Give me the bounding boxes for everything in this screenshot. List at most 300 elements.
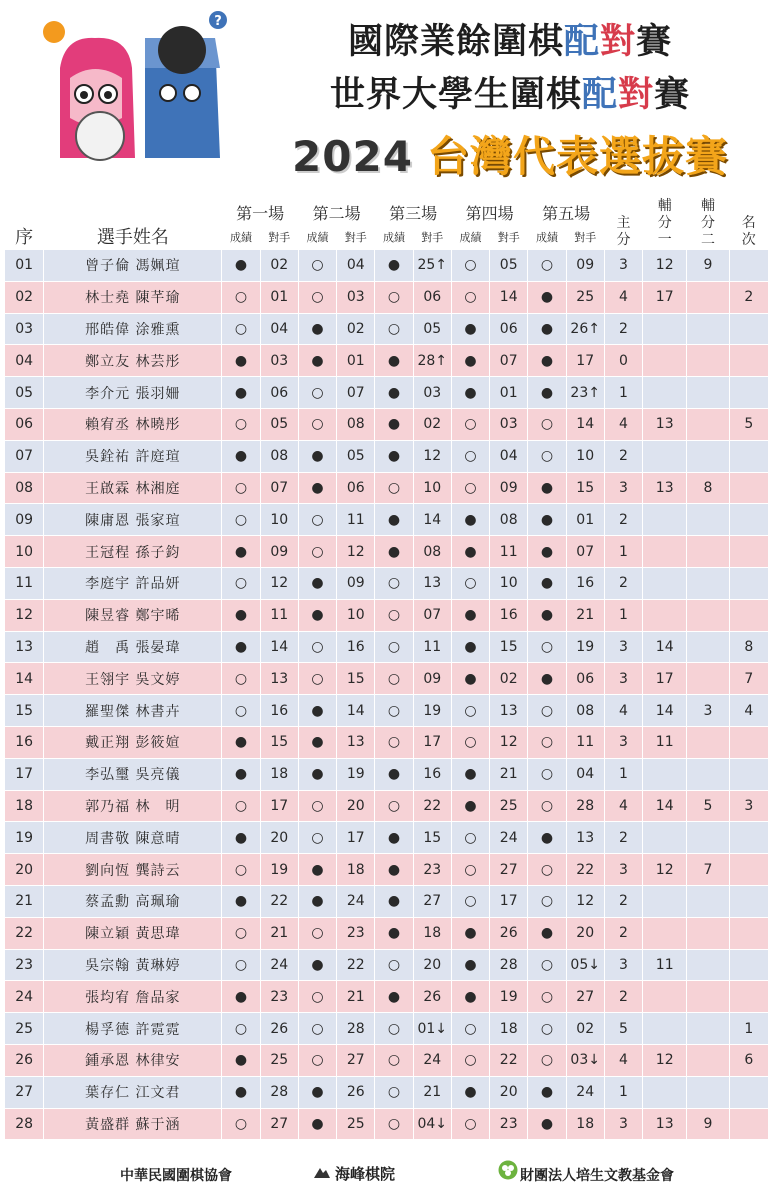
round-5-result: ○ <box>528 441 565 472</box>
round-2-opponent: 18 <box>337 854 374 885</box>
round-4-result: ● <box>452 600 489 631</box>
go-mascots-logo <box>40 8 240 163</box>
aux-score-1 <box>643 314 686 345</box>
player-names: 羅聖傑 林書卉 <box>44 695 221 726</box>
round-5-opponent: 19 <box>567 632 604 663</box>
round-4-opponent: 26 <box>490 918 527 949</box>
aux-score-2 <box>687 1077 728 1108</box>
player-seq: 21 <box>5 886 43 917</box>
player-names: 王冠程 孫子鈞 <box>44 536 221 567</box>
round-5-result: ● <box>528 1109 565 1140</box>
main-score: 2 <box>605 441 642 472</box>
round-2-result: ○ <box>299 1013 336 1044</box>
round-5-result: ○ <box>528 854 565 885</box>
main-score: 3 <box>605 632 642 663</box>
table-row <box>5 727 768 758</box>
aux-score-1: 13 <box>643 409 686 440</box>
aux-score-1 <box>643 536 686 567</box>
round-4-result: ○ <box>452 1109 489 1140</box>
round-5-result: ○ <box>528 1013 565 1044</box>
round-4-opponent: 10 <box>490 568 527 599</box>
round-1-opponent: 18 <box>261 759 298 790</box>
round-3-opponent: 27 <box>414 886 451 917</box>
aux-score-1 <box>643 886 686 917</box>
aux-score-1 <box>643 600 686 631</box>
round-1-opponent: 27 <box>261 1109 298 1140</box>
round-1-opponent: 02 <box>261 250 298 281</box>
round-4-result: ○ <box>452 250 489 281</box>
round-1-opponent: 01 <box>261 282 298 313</box>
main-score: 2 <box>605 504 642 535</box>
title-line-1 <box>250 14 770 64</box>
player-seq: 14 <box>5 663 43 694</box>
round-2-result: ● <box>299 950 336 981</box>
rank <box>730 981 768 1012</box>
round-2-opponent: 08 <box>337 409 374 440</box>
player-seq: 17 <box>5 759 43 790</box>
round-3-opponent: 22 <box>414 791 451 822</box>
main-score: 0 <box>605 345 642 376</box>
rank: 8 <box>730 632 768 663</box>
round-5-opponent: 22 <box>567 854 604 885</box>
main-score: 1 <box>605 600 642 631</box>
player-names: 李庭宇 許品妍 <box>44 568 221 599</box>
aux-score-2 <box>687 282 728 313</box>
round-3-result: ○ <box>375 727 412 758</box>
round-2-opponent: 11 <box>337 504 374 535</box>
player-seq: 02 <box>5 282 43 313</box>
round-4-opponent: 27 <box>490 854 527 885</box>
round-2-result: ○ <box>299 791 336 822</box>
table-row <box>5 345 768 376</box>
table-row <box>5 473 768 504</box>
round-1-opponent: 17 <box>261 791 298 822</box>
round-5-result: ● <box>528 473 565 504</box>
round-2-opponent: 27 <box>337 1045 374 1076</box>
round-1-result: ○ <box>222 791 259 822</box>
rank: 3 <box>730 791 768 822</box>
player-seq: 07 <box>5 441 43 472</box>
table-row <box>5 1077 768 1108</box>
round-1-opponent: 21 <box>261 918 298 949</box>
round-5-result: ● <box>528 314 565 345</box>
rank <box>730 1077 768 1108</box>
main-score: 3 <box>605 473 642 504</box>
round-1-result: ○ <box>222 282 259 313</box>
round-4-opponent: 03 <box>490 409 527 440</box>
player-names: 蔡孟勳 高珮瑜 <box>44 886 221 917</box>
aux-score-2: 9 <box>687 250 728 281</box>
aux-score-1 <box>643 377 686 408</box>
title-line-1-part-c: 對 <box>600 22 637 62</box>
table-row <box>5 1013 768 1044</box>
rank: 5 <box>730 409 768 440</box>
round-3-opponent: 02 <box>414 409 451 440</box>
table-row <box>5 1045 768 1076</box>
round-2-result: ○ <box>299 1045 336 1076</box>
round-3-result: ○ <box>375 791 412 822</box>
round-1-result: ○ <box>222 314 259 345</box>
round-1-opponent: 14 <box>261 632 298 663</box>
round-3-opponent: 25↑ <box>414 250 451 281</box>
round-3-result: ○ <box>375 950 412 981</box>
rank <box>730 727 768 758</box>
round-1-opponent: 15 <box>261 727 298 758</box>
table-row <box>5 250 768 281</box>
round-2-result: ● <box>299 695 336 726</box>
round-4-result: ● <box>452 536 489 567</box>
round-5-result: ○ <box>528 632 565 663</box>
results-table <box>4 192 769 1140</box>
round-5-result: ● <box>528 345 565 376</box>
main-score: 2 <box>605 918 642 949</box>
rank <box>730 345 768 376</box>
round-4-opponent: 18 <box>490 1013 527 1044</box>
footer-org-3: 財團法人培生文教基金會 <box>520 1168 674 1184</box>
round-3-result: ● <box>375 377 412 408</box>
round-2-opponent: 15 <box>337 663 374 694</box>
round-1-result: ● <box>222 441 259 472</box>
aux-score-2: 7 <box>687 854 728 885</box>
round-4-result: ○ <box>452 886 489 917</box>
round-5-opponent: 13 <box>567 822 604 853</box>
round-1-opponent: 23 <box>261 981 298 1012</box>
round-3-result: ○ <box>375 1077 412 1108</box>
round-1-result: ○ <box>222 854 259 885</box>
round-2-result: ● <box>299 854 336 885</box>
round-4-result: ● <box>452 981 489 1012</box>
aux-score-1: 17 <box>643 282 686 313</box>
table-row <box>5 981 768 1012</box>
round-4-opponent: 12 <box>490 727 527 758</box>
player-names: 陳立穎 黃思瑋 <box>44 918 221 949</box>
round-1-result: ● <box>222 1045 259 1076</box>
round-4-result: ● <box>452 918 489 949</box>
round-2-opponent: 05 <box>337 441 374 472</box>
player-seq: 12 <box>5 600 43 631</box>
round-4-result: ● <box>452 345 489 376</box>
round-3-result: ○ <box>375 600 412 631</box>
round-4-opponent: 17 <box>490 886 527 917</box>
round-2-opponent: 04 <box>337 250 374 281</box>
round-3-opponent: 17 <box>414 727 451 758</box>
round-3-result: ● <box>375 409 412 440</box>
round-3-opponent: 09 <box>414 663 451 694</box>
player-names: 林士堯 陳芊瑜 <box>44 282 221 313</box>
round-5-opponent: 27 <box>567 981 604 1012</box>
round-4-result: ● <box>452 504 489 535</box>
round-2-result: ● <box>299 600 336 631</box>
round-5-result: ○ <box>528 981 565 1012</box>
round-5-opponent: 04 <box>567 759 604 790</box>
title-line-1-part-b: 配 <box>563 22 600 62</box>
footer-org-1: 中華民國圍棋協會 <box>120 1168 232 1184</box>
round-2-result: ○ <box>299 663 336 694</box>
player-seq: 04 <box>5 345 43 376</box>
round-1-opponent: 08 <box>261 441 298 472</box>
rank: 4 <box>730 695 768 726</box>
aux-score-2 <box>687 409 728 440</box>
round-3-result: ○ <box>375 1013 412 1044</box>
round-1-result: ● <box>222 377 259 408</box>
round-3-result: ● <box>375 918 412 949</box>
round-1-opponent: 12 <box>261 568 298 599</box>
round-3-result: ● <box>375 886 412 917</box>
round-4-result: ○ <box>452 441 489 472</box>
player-names: 戴正翔 彭筱媗 <box>44 727 221 758</box>
round-1-opponent: 22 <box>261 886 298 917</box>
round-4-opponent: 24 <box>490 822 527 853</box>
round-4-result: ○ <box>452 695 489 726</box>
rank <box>730 886 768 917</box>
round-3-result: ○ <box>375 632 412 663</box>
round-5-result: ○ <box>528 886 565 917</box>
aux-score-1: 17 <box>643 663 686 694</box>
player-seq: 25 <box>5 1013 43 1044</box>
player-seq: 27 <box>5 1077 43 1108</box>
round-4-result: ● <box>452 663 489 694</box>
table-row <box>5 822 768 853</box>
main-score: 4 <box>605 409 642 440</box>
round-5-opponent: 10 <box>567 441 604 472</box>
header-round-5: 第五場 <box>528 193 603 224</box>
round-5-result: ● <box>528 568 565 599</box>
player-names: 楊孚德 許霓霓 <box>44 1013 221 1044</box>
player-names: 郭乃福 林 明 <box>44 791 221 822</box>
round-1-opponent: 04 <box>261 314 298 345</box>
round-5-opponent: 23↑ <box>567 377 604 408</box>
aux-score-2 <box>687 727 728 758</box>
main-score: 4 <box>605 791 642 822</box>
player-names: 曾子倫 馮姵瑄 <box>44 250 221 281</box>
round-1-result: ○ <box>222 695 259 726</box>
header-aux-1-label: 輔分一 <box>657 198 672 248</box>
aux-score-1: 11 <box>643 727 686 758</box>
round-3-opponent: 18 <box>414 918 451 949</box>
round-5-opponent: 26↑ <box>567 314 604 345</box>
round-3-result: ● <box>375 345 412 376</box>
rank <box>730 441 768 472</box>
player-names: 李介元 張羽姍 <box>44 377 221 408</box>
main-score: 3 <box>605 854 642 885</box>
round-3-result: ● <box>375 822 412 853</box>
round-2-result: ○ <box>299 282 336 313</box>
round-3-result: ● <box>375 504 412 535</box>
round-2-result: ○ <box>299 377 336 408</box>
round-4-result: ○ <box>452 473 489 504</box>
aux-score-1 <box>643 1013 686 1044</box>
round-4-opponent: 02 <box>490 663 527 694</box>
round-2-opponent: 02 <box>337 314 374 345</box>
rank <box>730 504 768 535</box>
round-3-opponent: 26 <box>414 981 451 1012</box>
round-5-opponent: 17 <box>567 345 604 376</box>
round-3-opponent: 24 <box>414 1045 451 1076</box>
aux-score-2 <box>687 377 728 408</box>
round-2-opponent: 25 <box>337 1109 374 1140</box>
round-2-result: ● <box>299 1077 336 1108</box>
header-round-2: 第二場 <box>299 193 374 224</box>
round-5-opponent: 24 <box>567 1077 604 1108</box>
round-2-result: ○ <box>299 536 336 567</box>
round-4-opponent: 14 <box>490 282 527 313</box>
player-seq: 13 <box>5 632 43 663</box>
round-5-result: ● <box>528 600 565 631</box>
table-row <box>5 854 768 885</box>
table-row <box>5 1109 768 1140</box>
round-5-result: ○ <box>528 250 565 281</box>
round-5-opponent: 09 <box>567 250 604 281</box>
round-5-opponent: 14 <box>567 409 604 440</box>
main-score: 5 <box>605 1013 642 1044</box>
round-4-result: ● <box>452 377 489 408</box>
round-5-opponent: 02 <box>567 1013 604 1044</box>
footer-org-2: 海峰棋院 <box>335 1165 396 1183</box>
round-1-result: ○ <box>222 568 259 599</box>
round-5-result: ○ <box>528 727 565 758</box>
round-4-opponent: 06 <box>490 314 527 345</box>
rank <box>730 568 768 599</box>
title-year: 2024 <box>292 132 413 181</box>
table-row <box>5 950 768 981</box>
round-5-result: ● <box>528 282 565 313</box>
round-3-result: ○ <box>375 314 412 345</box>
round-5-result: ○ <box>528 759 565 790</box>
aux-score-1 <box>643 981 686 1012</box>
table-row <box>5 600 768 631</box>
main-score: 2 <box>605 981 642 1012</box>
round-5-opponent: 12 <box>567 886 604 917</box>
table-row <box>5 918 768 949</box>
round-1-opponent: 11 <box>261 600 298 631</box>
round-5-opponent: 16 <box>567 568 604 599</box>
aux-score-2 <box>687 886 728 917</box>
round-3-result: ○ <box>375 663 412 694</box>
round-4-result: ● <box>452 632 489 663</box>
round-3-result: ● <box>375 250 412 281</box>
round-4-result: ○ <box>452 854 489 885</box>
title-subtitle: 台灣代表選拔賽 <box>426 132 728 181</box>
round-4-opponent: 07 <box>490 345 527 376</box>
round-3-opponent: 19 <box>414 695 451 726</box>
header-round-4: 第四場 <box>452 193 527 224</box>
round-2-result: ● <box>299 759 336 790</box>
player-seq: 16 <box>5 727 43 758</box>
aux-score-2 <box>687 1013 728 1044</box>
round-5-opponent: 07 <box>567 536 604 567</box>
round-1-opponent: 09 <box>261 536 298 567</box>
round-4-opponent: 28 <box>490 950 527 981</box>
aux-score-2 <box>687 536 728 567</box>
player-names: 周書敬 陳意晴 <box>44 822 221 853</box>
round-2-result: ● <box>299 727 336 758</box>
aux-score-1 <box>643 822 686 853</box>
round-3-opponent: 21 <box>414 1077 451 1108</box>
round-4-opponent: 15 <box>490 632 527 663</box>
header-main-score-label: 主分 <box>616 215 631 248</box>
round-2-opponent: 13 <box>337 727 374 758</box>
aux-score-2: 3 <box>687 695 728 726</box>
main-score: 1 <box>605 377 642 408</box>
round-1-opponent: 24 <box>261 950 298 981</box>
player-names: 吳銓祐 許庭瑄 <box>44 441 221 472</box>
title-line-3 <box>270 124 750 180</box>
aux-score-1 <box>643 441 686 472</box>
round-2-opponent: 21 <box>337 981 374 1012</box>
aux-score-2: 8 <box>687 473 728 504</box>
round-5-result: ● <box>528 918 565 949</box>
player-names: 邢皓偉 涂雅熏 <box>44 314 221 345</box>
round-1-result: ● <box>222 250 259 281</box>
round-1-result: ○ <box>222 504 259 535</box>
header-aux-2 <box>687 193 728 249</box>
round-4-opponent: 22 <box>490 1045 527 1076</box>
header-opponent: 對手 <box>337 225 374 249</box>
round-4-opponent: 23 <box>490 1109 527 1140</box>
round-1-result: ● <box>222 1077 259 1108</box>
round-5-result: ● <box>528 536 565 567</box>
round-5-opponent: 21 <box>567 600 604 631</box>
aux-score-1 <box>643 918 686 949</box>
round-4-opponent: 05 <box>490 250 527 281</box>
header-result: 成績 <box>528 225 565 249</box>
header-opponent: 對手 <box>261 225 298 249</box>
player-names: 陳庸恩 張家瑄 <box>44 504 221 535</box>
player-names: 趙 禹 張晏瑋 <box>44 632 221 663</box>
round-2-result: ● <box>299 441 336 472</box>
title-line-2-part-c: 對 <box>618 75 655 115</box>
round-2-result: ● <box>299 345 336 376</box>
round-1-opponent: 16 <box>261 695 298 726</box>
header-main-score <box>605 193 642 249</box>
round-4-result: ○ <box>452 568 489 599</box>
header-names: 選手姓名 <box>44 193 221 249</box>
round-3-result: ○ <box>375 695 412 726</box>
round-1-opponent: 10 <box>261 504 298 535</box>
aux-score-2 <box>687 918 728 949</box>
round-2-opponent: 17 <box>337 822 374 853</box>
round-2-result: ○ <box>299 822 336 853</box>
round-5-result: ● <box>528 504 565 535</box>
aux-score-2 <box>687 504 728 535</box>
round-3-result: ○ <box>375 473 412 504</box>
round-1-result: ○ <box>222 1013 259 1044</box>
round-5-opponent: 18 <box>567 1109 604 1140</box>
round-5-result: ● <box>528 822 565 853</box>
player-names: 李弘璽 吳亮儀 <box>44 759 221 790</box>
round-4-result: ● <box>452 1077 489 1108</box>
round-1-opponent: 20 <box>261 822 298 853</box>
round-3-opponent: 05 <box>414 314 451 345</box>
round-3-opponent: 10 <box>414 473 451 504</box>
title-line-2-part-b: 配 <box>581 75 618 115</box>
player-seq: 09 <box>5 504 43 535</box>
aux-score-1: 14 <box>643 791 686 822</box>
round-2-opponent: 01 <box>337 345 374 376</box>
header-result: 成績 <box>452 225 489 249</box>
table-row <box>5 886 768 917</box>
table-row <box>5 504 768 535</box>
player-seq: 05 <box>5 377 43 408</box>
round-3-result: ● <box>375 981 412 1012</box>
round-3-result: ○ <box>375 568 412 599</box>
round-2-opponent: 16 <box>337 632 374 663</box>
aux-score-1 <box>643 568 686 599</box>
header <box>0 0 773 185</box>
round-4-opponent: 21 <box>490 759 527 790</box>
round-4-result: ○ <box>452 282 489 313</box>
round-4-result: ○ <box>452 1013 489 1044</box>
